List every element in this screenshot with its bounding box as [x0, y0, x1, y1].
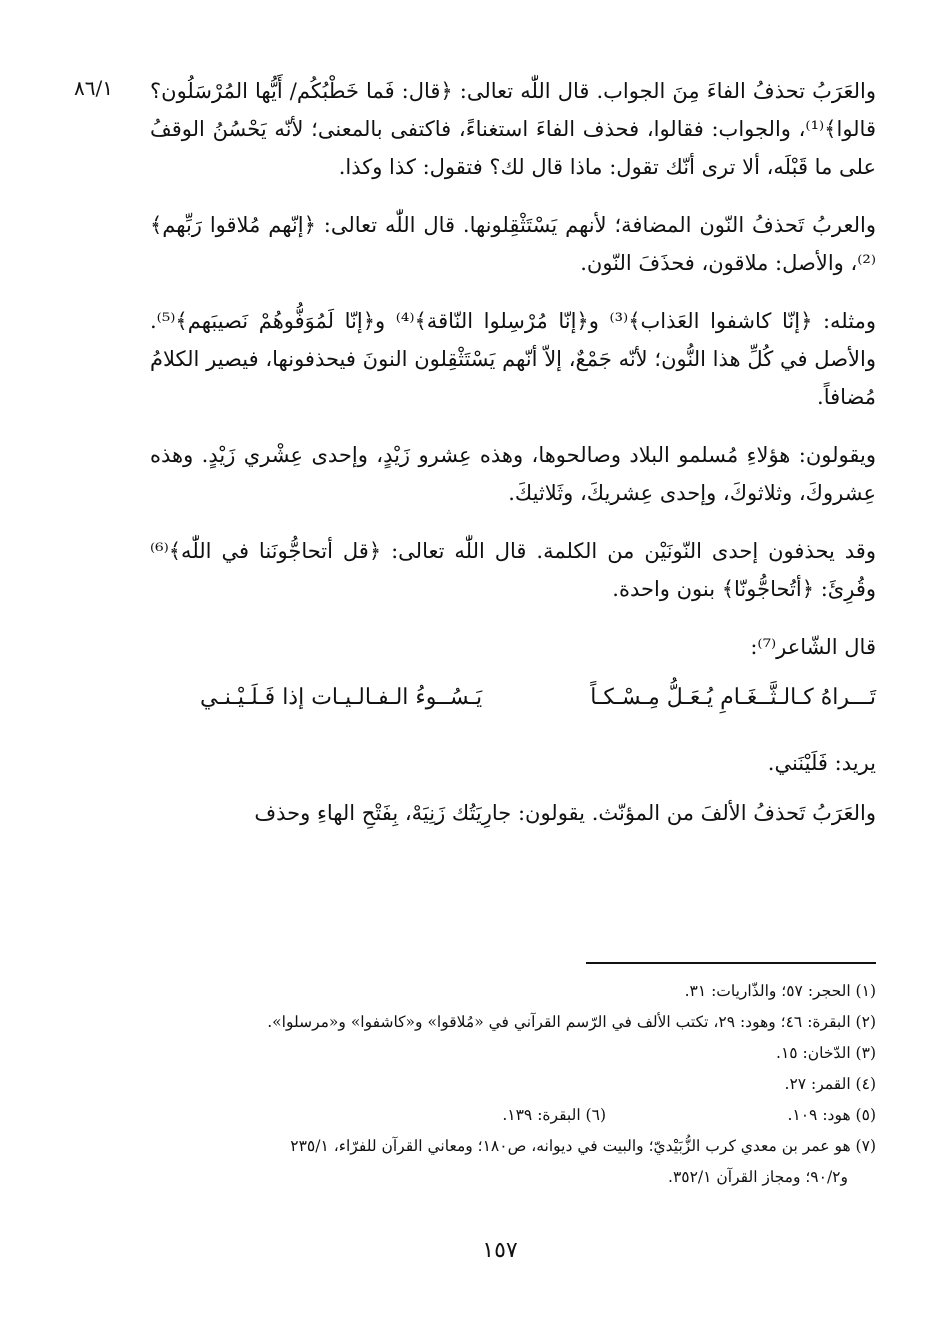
- paragraph-3: ومثله: ﴿إنّا كاشفوا العَذاب﴾⁽³⁾ و﴿إنّا مُرْسِلوا النّاقة﴾⁽⁴⁾ و﴿إنّا لَمُوَفُّوهُمْ نَصيبَهم﴾⁽⁵⁾. والأصل في كُلِّ هذا النُّون؛ لأنّه جَمْعٌ، إلاّ أنّهم يَسْتَثْقِلون النونَ فيحذفونها، فيصير الكلامُ مُضافاً.: [150, 309, 876, 409]
- paragraph-4: ويقولون: هؤلاءِ مُسلمو البلاد وصالحوها، وهذه عِشرو زَيْدٍ، وإحدى عِشْري زَيْدٍ. وهذه عِشروكَ، وثلاثوكَ، وإحدى عِشريكَ، وثَلاثيكَ.: [150, 443, 876, 505]
- footnote-2: (٢) البقرة: ٤٦؛ وهود: ٢٩، تكتب الألف في الرّسم القرآني في «مُلاقوا» و«كاشفوا» و«مرسلوا».: [267, 1013, 876, 1031]
- last-paragraph: والعَرَبُ تَحذفُ الألفَ من المؤنّث. يقولون: جارِيَتُك زَنِيَهْ، بِفَتْحِ الهاءِ وحذف: [254, 801, 876, 825]
- footnote-3: (٣) الدّخان: ١٥.: [776, 1044, 876, 1062]
- page-number: ١٥٧: [482, 1238, 518, 1263]
- footnote-7: (٧) هو عمر بن معدي كرب الزُّبَيْديّ؛ والبيت في ديوانه، ص١٨٠؛ ومعاني القرآن للفرّاء، ٢٣٥/١: [290, 1137, 876, 1155]
- main-text: [150, 72, 876, 852]
- footnote-divider: [586, 962, 876, 964]
- paragraph-2: والعربُ تَحذفُ النّون المضافة؛ لأنهم يَسْتَثْقِلونها. قال اللّٰه تعالى: ﴿إنّهم مُلاقوا رَبِّهم﴾⁽²⁾، والأصل: ملاقون، فحذَفَ النّون.: [150, 213, 876, 275]
- footnote-7-continued: و٩٠/٢؛ ومجاز القرآن ٣٥٢/١.: [668, 1168, 848, 1186]
- poet-intro: قال الشّاعر⁽⁷⁾:: [750, 635, 876, 659]
- paragraph-5: وقد يحذفون إحدى النّونَيْن من الكلمة. قال اللّٰه تعالى: ﴿قل أتحاجُّونَنا في اللّٰه﴾⁽⁶⁾ وقُرِئَ: ﴿أتُحاجُّونّا﴾ بنون واحدة.: [150, 539, 876, 601]
- verse-second-hemistich: يَـسُــوءُ الـفـالـيـات إذا فَـلَـيْـنـي: [200, 685, 483, 710]
- after-verse-note: يريد: فَلَيْنَني.: [767, 751, 876, 775]
- footnote-1: (١) الحجر: ٥٧؛ والذّاريات: ٣١.: [684, 982, 876, 1000]
- margin-reference: ٨٦/١: [74, 76, 113, 100]
- footnote-4: (٤) القمر: ٢٧.: [784, 1075, 876, 1093]
- footnote-row-5-6: [150, 1100, 876, 1131]
- footnotes: [150, 976, 876, 1193]
- footnote-6: (٦) البقرة: ١٣٩.: [502, 1106, 606, 1124]
- poetry-verse: [150, 678, 876, 718]
- paragraph-1: والعَرَبُ تحذفُ الفاءَ مِنَ الجواب. قال اللّٰه تعالى: ﴿قال: فَما خَطْبُكُم/ أَيُّها المُرْسَلُون؟ قالوا﴾⁽¹⁾، والجواب: فقالوا، فحذف الفاءَ استغناءً، فاكتفى بالمعنى؛ لأنّه يَحْسُنُ الوقفُ على ما قَبْلَه، ألا ترى أنّك تقول: ماذا قال لك؟ فتقول: كذا وكذا.: [150, 79, 876, 179]
- verse-first-hemistich: تَـــراهُ كـالـثَّــغَـامِ يُـعَـلُّ مِـسْـكـاً: [590, 685, 876, 710]
- footnote-5: (٥) هود: ١٠٩.: [787, 1106, 876, 1124]
